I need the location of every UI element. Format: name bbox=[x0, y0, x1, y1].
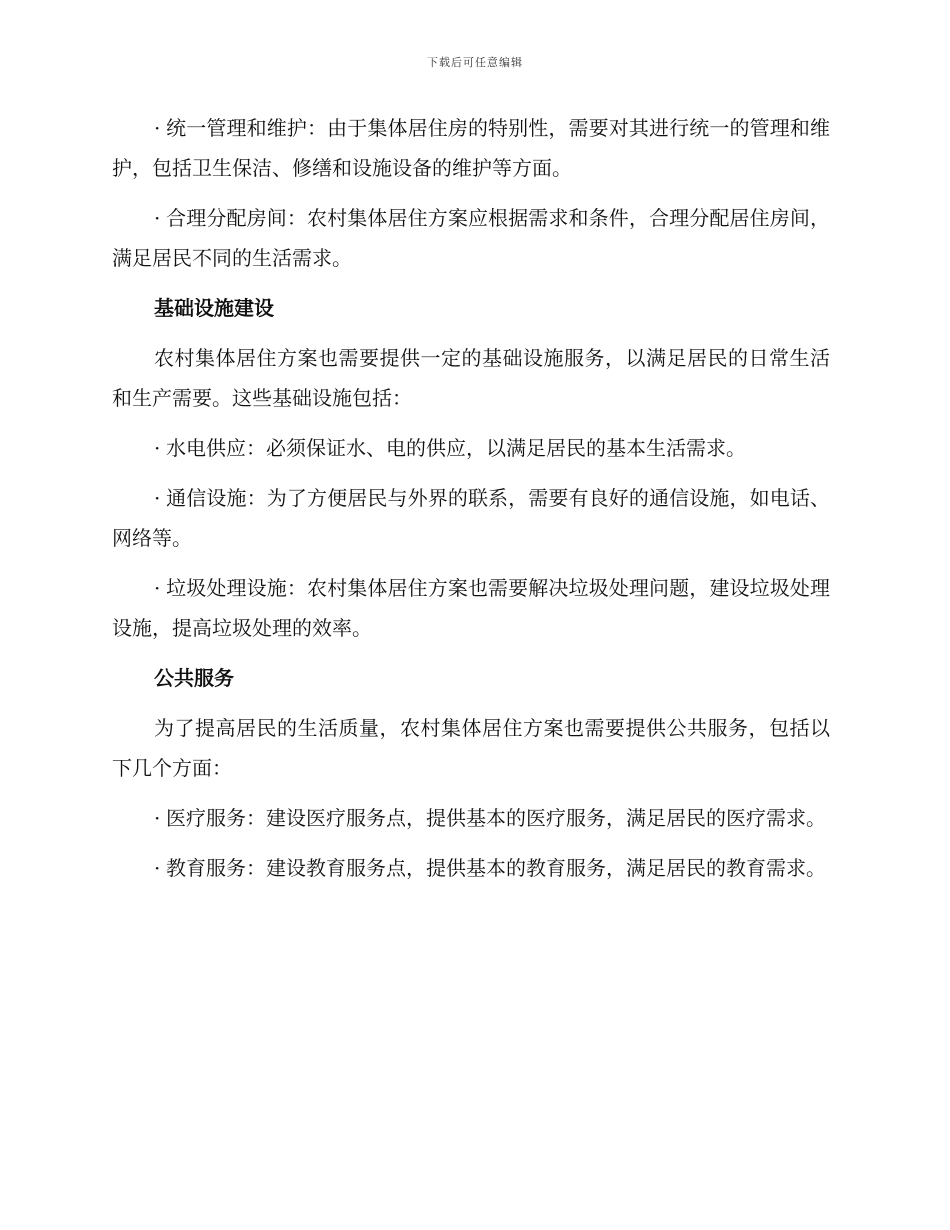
bullet-text: 医疗服务：建设医疗服务点，提供基本的医疗服务，满足居民的医疗需求。 bbox=[166, 806, 826, 830]
bullet-paragraph-room-allocation bbox=[112, 198, 830, 278]
bullet-text: 垃圾处理设施：农村集体居住方案也需要解决垃圾处理问题，建设垃圾处理设施，提高垃圾处理的效率。 bbox=[112, 576, 830, 640]
bullet-paragraph-garbage bbox=[112, 568, 830, 648]
bullet-text: 统一管理和维护：由于集体居住房的特别性，需要对其进行统一的管理和维护，包括卫生保洁、修缮和设施设备的维护等方面。 bbox=[112, 116, 830, 180]
bullet-marker: · bbox=[154, 486, 161, 510]
bullet-marker: · bbox=[154, 856, 161, 880]
bullet-marker: · bbox=[154, 206, 161, 230]
bullet-text: 通信设施：为了方便居民与外界的联系，需要有良好的通信设施，如电话、网络等。 bbox=[112, 486, 830, 550]
bullet-paragraph-education bbox=[112, 848, 830, 888]
header-note: 下载后可任意编辑 bbox=[427, 56, 523, 69]
bullet-text: 教育服务：建设教育服务点，提供基本的教育服务，满足居民的教育需求。 bbox=[166, 856, 826, 880]
bullet-text: 水电供应：必须保证水、电的供应，以满足居民的基本生活需求。 bbox=[166, 436, 746, 460]
bullet-text: 合理分配房间：农村集体居住方案应根据需求和条件，合理分配居住房间，满足居民不同的生活需求。 bbox=[112, 206, 830, 270]
bullet-paragraph-communication bbox=[112, 478, 830, 558]
bullet-marker: · bbox=[154, 806, 161, 830]
intro-paragraph-infrastructure: 农村集体居住方案也需要提供一定的基础设施服务，以满足居民的日常生活和生产需要。这些基础设施包括： bbox=[112, 346, 830, 410]
bullet-paragraph-medical bbox=[112, 798, 830, 838]
bullet-marker: · bbox=[154, 576, 161, 600]
bullet-marker: · bbox=[154, 436, 161, 460]
bullet-paragraph-management bbox=[112, 108, 830, 188]
bullet-marker: · bbox=[154, 116, 161, 140]
bullet-paragraph-water-power bbox=[112, 428, 830, 468]
intro-paragraph-public-services: 为了提高居民的生活质量，农村集体居住方案也需要提供公共服务，包括以下几个方面： bbox=[112, 716, 830, 780]
document-body bbox=[112, 108, 830, 898]
section-heading-infrastructure: 基础设施建设 bbox=[154, 296, 274, 320]
section-heading-public-services: 公共服务 bbox=[154, 666, 234, 690]
